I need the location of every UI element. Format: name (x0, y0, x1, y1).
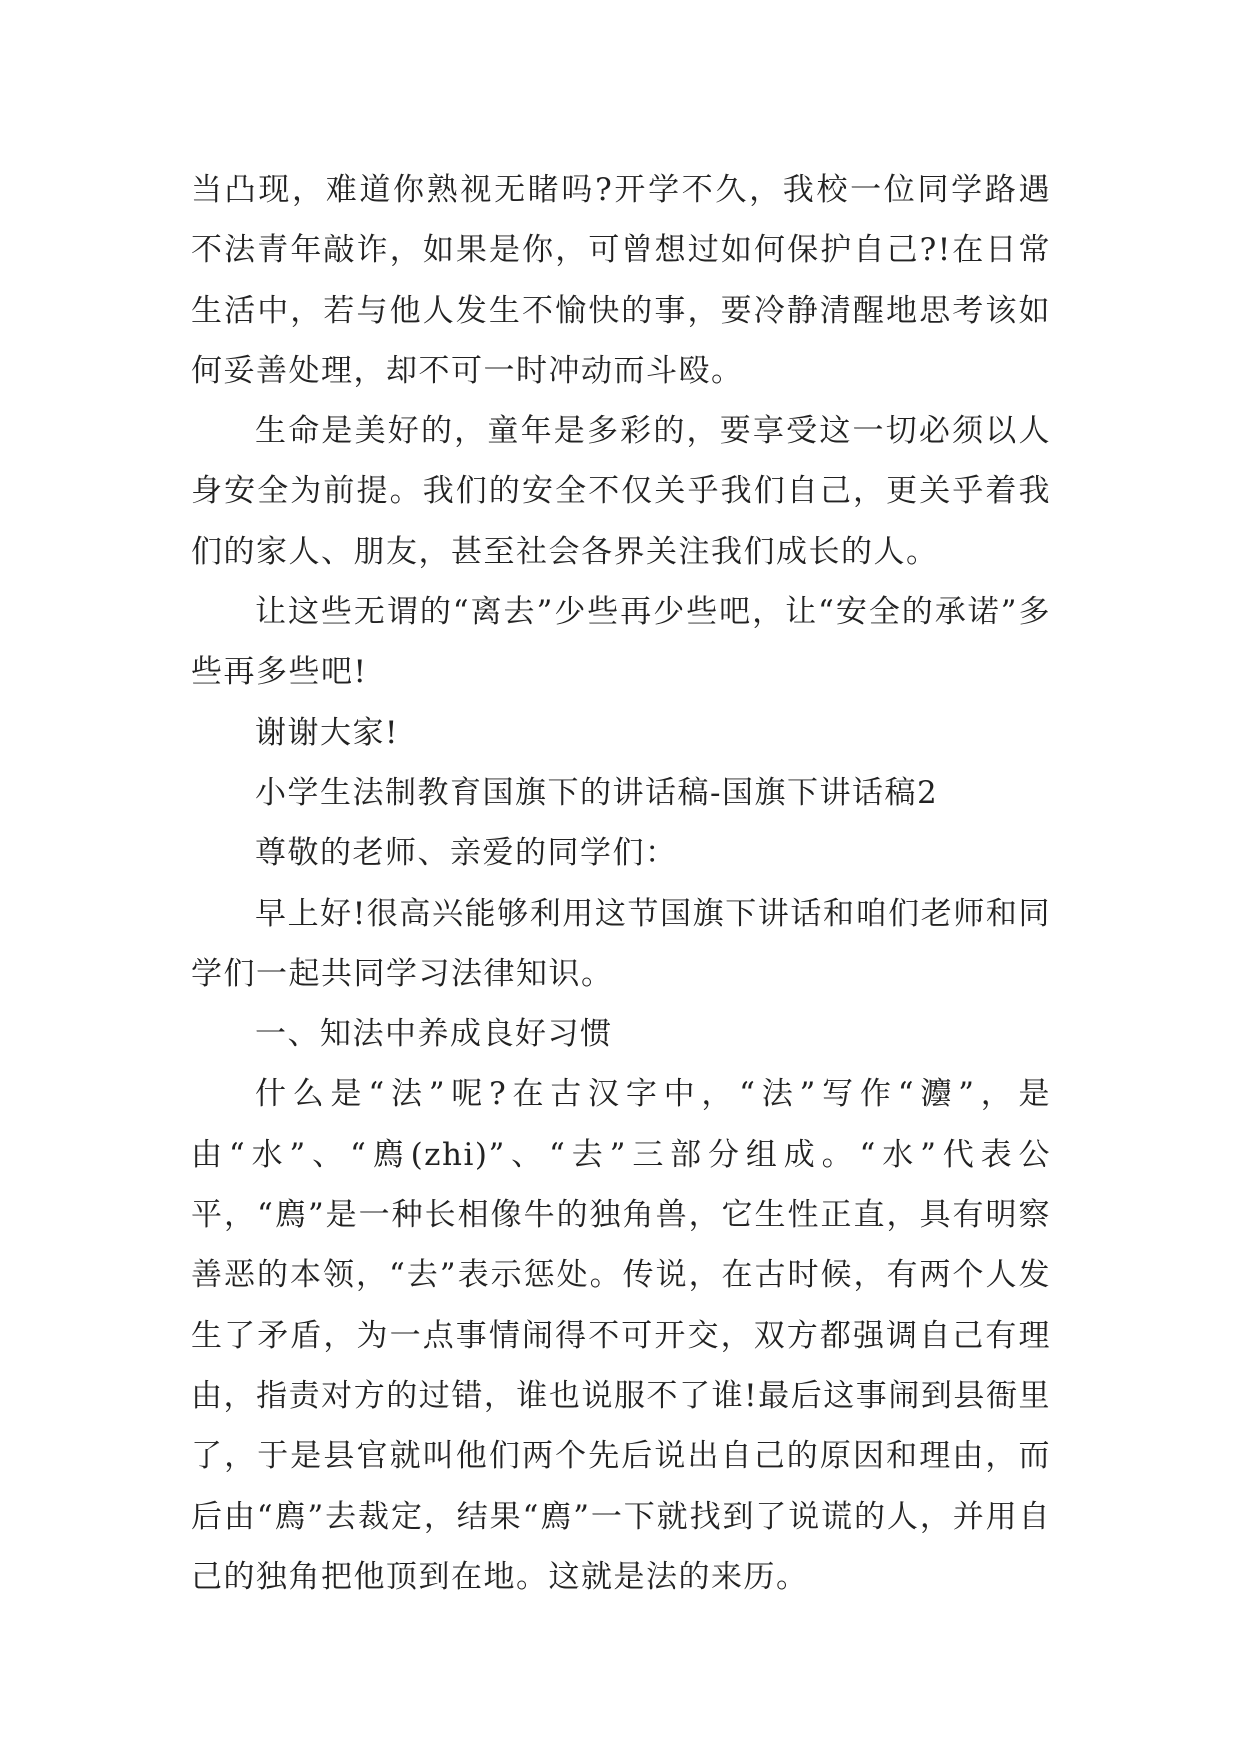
paragraph-thanks: 谢谢大家! (255, 714, 399, 751)
speech-title: 小学生法制教育国旗下的讲话稿-国旗下讲话稿2 (255, 774, 939, 811)
paragraph-greeting: 早上好!很高兴能够利用这节国旗下讲话和咱们老师和同学们一起共同学习法律知识。 (191, 895, 1051, 992)
salutation: 尊敬的老师、亲爱的同学们： (255, 835, 678, 872)
paragraph-continuation: 当凸现，难道你熟视无睹吗?开学不久，我校一位同学路遇不法青年敲诈，如果是你，可曾想过如何保护自己?!在日常生活中，若与他人发生不愉快的事，要冷静清醒地思考该如何妥善处理，却不可一时冲动而斗殴。 (191, 172, 1051, 389)
document-body (191, 160, 1051, 1607)
paragraph-safety-promise: 让这些无谓的“离去”少些再少些吧，让“安全的承诺”多些再多些吧! (191, 594, 1051, 691)
paragraph-law-origin: 什么是“法”呢?在古汉字中，“法”写作“灋”，是由“水”、“廌(zhi)”、“去”三部分组成。“水”代表公平，“廌”是一种长相像牛的独角兽，它生性正直，具有明察善恶的本领，“去”表示惩处。传说，在古时候，有两个人发生了矛盾，为一点事情闹得不可开交，双方都强调自己有理由，指责对方的过错，谁也说服不了谁!最后这事闹到县衙里了，于是县官就叫他们两个先后说出自己的原因和理由，而后由“廌”去裁定，结果“廌”一下就找到了说谎的人，并用自己的独角把他顶到在地。这就是法的来历。 (191, 1076, 1051, 1595)
section-heading: 一、知法中养成良好习惯 (255, 1016, 613, 1053)
paragraph-life-safety: 生命是美好的，童年是多彩的，要享受这一切必须以人身安全为前提。我们的安全不仅关乎我们自己，更关乎着我们的家人、朋友，甚至社会各界关注我们成长的人。 (191, 413, 1051, 570)
